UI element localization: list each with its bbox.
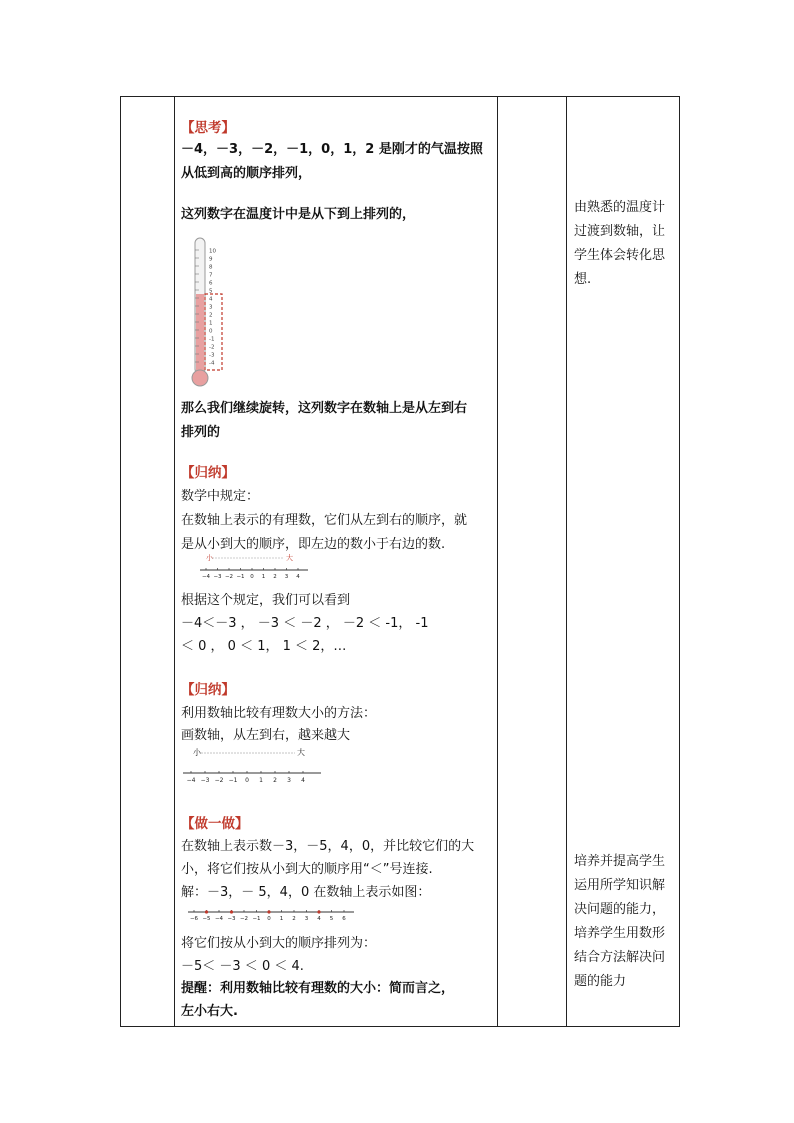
axis1-small-label: 小 xyxy=(206,554,213,562)
practice-line-2: 小，将它们按从小到大的顺序用“＜”号连接. xyxy=(181,862,433,877)
axis-tick-label: −2 xyxy=(239,916,249,922)
table-top-border xyxy=(120,96,680,97)
table-col-border-4 xyxy=(566,96,567,1026)
teaching-note-1 xyxy=(574,196,674,292)
axis-tick-label: 0 xyxy=(250,574,254,580)
thermometer-tick-label: 3 xyxy=(209,304,213,311)
axis-tick-label: 6 xyxy=(342,916,346,922)
summary1-line-2: 在数轴上表示的有理数，它们从左到右的顺序，就 xyxy=(181,513,468,528)
practice-line-3: 解：－3，－ 5，4，0 在数轴上表示如图： xyxy=(181,885,431,900)
summary1-tag: 【归纳】 xyxy=(181,465,235,481)
practice-line-5: －5＜ －3 ＜ 0 ＜ 4. xyxy=(181,959,304,974)
highlight-dashed-box xyxy=(205,294,222,370)
axis-tick-label: −1 xyxy=(252,916,261,922)
axis-tick-label: −2 xyxy=(214,777,224,784)
thermometer-tick-label: 6 xyxy=(209,280,213,287)
table-col-border-3 xyxy=(497,96,498,1026)
note2-line: 决问题的能力， xyxy=(574,902,666,917)
table-col-border-2 xyxy=(174,96,175,1026)
practice-reminder-line-1: 提醒：利用数轴比较有理数的大小：简而言之， xyxy=(181,981,455,996)
axis-tick-label: 4 xyxy=(317,916,321,922)
note2-line: 培养并提高学生 xyxy=(574,854,666,869)
axis2-big-label: 大 xyxy=(297,748,305,757)
axis-tick-label: 5 xyxy=(329,916,334,922)
thinking-line-3: 这列数字在温度计中是从下到上排列的， xyxy=(181,207,416,222)
axis-tick-label: −4 xyxy=(186,777,196,784)
axis-tick-label: −1 xyxy=(236,574,245,580)
axis-point-marker xyxy=(205,910,208,913)
axis-tick-label: 4 xyxy=(301,777,305,784)
number-line-1 xyxy=(198,552,310,582)
number-line-2 xyxy=(181,745,325,785)
note1-line: 过渡到数轴，让 xyxy=(574,224,666,239)
axis-tick-label: 4 xyxy=(296,574,300,580)
axis-point-marker xyxy=(230,910,233,913)
summary2-line-1: 利用数轴比较有理数大小的方法： xyxy=(181,706,377,721)
summary1-line-6: ＜ 0 ， 0 ＜ 1， 1 ＜ 2，… xyxy=(181,639,347,654)
thermometer-tick-label: 8 xyxy=(209,264,213,271)
practice-tag: 【做一做】 xyxy=(181,816,249,832)
thermometer-tick-label: 1 xyxy=(209,320,213,327)
table-col-border-5 xyxy=(679,96,680,1026)
axis-tick-label: 3 xyxy=(287,777,291,784)
axis-tick-label: −5 xyxy=(202,916,211,922)
thinking-line-5: 排列的 xyxy=(181,425,221,440)
axis-tick-label: 1 xyxy=(261,574,266,580)
axis-tick-label: 2 xyxy=(273,574,277,580)
axis-tick-label: 1 xyxy=(259,777,263,784)
axis-point-marker xyxy=(267,910,270,913)
axis-tick-label: −4 xyxy=(214,916,224,922)
thermometer-tick-label: -4 xyxy=(209,360,215,367)
thermometer-bulb xyxy=(192,370,208,386)
axis-tick-label: −1 xyxy=(228,777,238,784)
summary2-line-2: 画数轴，从左到右，越来越大 xyxy=(181,728,351,743)
axis-tick-label: 3 xyxy=(304,916,309,922)
axis-tick-label: −3 xyxy=(227,916,236,922)
axis-point-marker xyxy=(317,910,320,913)
axis-tick-label: −6 xyxy=(189,916,199,922)
thinking-tag: 【思考】 xyxy=(181,120,235,136)
thinking-line-2: 从低到高的顺序排列， xyxy=(181,166,312,181)
note1-line: 学生体会转化思 xyxy=(574,248,666,263)
practice-reminder-line-2: 左小右大. xyxy=(181,1004,238,1019)
axis-tick-label: −3 xyxy=(200,777,210,784)
axis-tick-label: 2 xyxy=(273,777,277,784)
thermometer-tick-label: 2 xyxy=(209,312,213,319)
note2-line: 培养学生用数形 xyxy=(574,926,666,941)
note1-line: 想. xyxy=(574,272,592,287)
note2-line: 题的能力 xyxy=(574,974,627,989)
thermometer-tick-label: -1 xyxy=(209,336,215,343)
axis-tick-label: 0 xyxy=(245,777,249,784)
axis-tick-label: 0 xyxy=(267,916,271,922)
axis-tick-label: −4 xyxy=(201,574,211,580)
thermometer-tick-label: 0 xyxy=(209,328,213,335)
practice-line-4: 将它们按从小到大的顺序排列为： xyxy=(181,936,377,951)
thermometer-tick-label: 5 xyxy=(209,288,213,295)
thermometer-tick-label: -3 xyxy=(209,352,215,359)
summary1-line-3: 是从小到大的顺序，即左边的数小于右边的数. xyxy=(181,537,446,552)
note2-line: 结合方法解决问 xyxy=(574,950,666,965)
note1-line: 由熟悉的温度计 xyxy=(574,200,666,215)
table-col-border-1 xyxy=(120,96,121,1026)
thermometer-figure xyxy=(186,232,232,392)
axis-tick-label: −3 xyxy=(213,574,222,580)
teaching-note-2 xyxy=(574,850,674,994)
number-line-3 xyxy=(186,904,358,926)
axis2-small-label: 小 xyxy=(193,748,201,757)
thermometer-tick-label: 9 xyxy=(209,256,213,263)
practice-line-1: 在数轴上表示数－3，－5，4，0，并比较它们的大 xyxy=(181,839,475,854)
axis-tick-label: 1 xyxy=(279,916,284,922)
thermometer-tick-label: 4 xyxy=(209,296,213,303)
thinking-line-4: 那么我们继续旋转，这列数字在数轴上是从左到右 xyxy=(181,401,468,416)
summary1-line-1: 数学中规定： xyxy=(181,489,260,504)
thermometer-tick-label: 10 xyxy=(209,248,216,255)
axis-tick-label: 3 xyxy=(284,574,289,580)
thinking-line-1: －4，－3，－2，－1，0，1，2 是刚才的气温按照 xyxy=(181,142,483,157)
summary2-tag: 【归纳】 xyxy=(181,682,235,698)
summary1-line-5: －4＜－3 ， －3 ＜ －2 ， －2 ＜ -1， -1 xyxy=(181,616,429,631)
note2-line: 运用所学知识解 xyxy=(574,878,666,893)
axis-tick-label: −2 xyxy=(224,574,234,580)
axis1-big-label: 大 xyxy=(286,554,293,562)
thermometer-tick-label: 7 xyxy=(209,272,213,279)
table-bottom-border xyxy=(120,1026,680,1027)
axis-tick-label: 2 xyxy=(292,916,296,922)
thermometer-tick-label: -2 xyxy=(209,344,215,351)
summary1-line-4: 根据这个规定，我们可以看到 xyxy=(181,593,351,608)
